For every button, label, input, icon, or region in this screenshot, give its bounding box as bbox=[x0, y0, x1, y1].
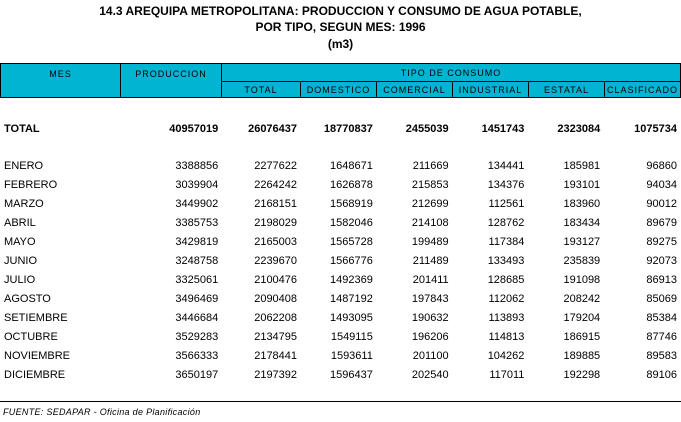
cell-total: 2277622 bbox=[254, 159, 298, 172]
table-row bbox=[0, 232, 681, 251]
month-label: MARZO bbox=[4, 197, 44, 210]
header-industrial: INDUSTRIAL bbox=[458, 85, 523, 95]
month-label: JUNIO bbox=[4, 254, 37, 267]
cell-domestico: 1549115 bbox=[330, 330, 373, 343]
cell-clasificado: 85384 bbox=[646, 311, 677, 324]
cell-domestico: 1626878 bbox=[330, 178, 373, 191]
cell-industrial: 117011 bbox=[489, 368, 525, 381]
cell-domestico: 1582046 bbox=[330, 216, 373, 229]
table-subtitle: POR TIPO, SEGUN MES: 1996 bbox=[255, 20, 426, 34]
table-row bbox=[0, 289, 681, 308]
table-units: (m3) bbox=[327, 37, 354, 51]
cell-industrial: 112561 bbox=[488, 197, 525, 210]
cell-produccion: 3039904 bbox=[175, 178, 219, 191]
total-estatal: 2323084 bbox=[557, 123, 601, 135]
cell-estatal: 193127 bbox=[563, 235, 601, 248]
cell-industrial: 112062 bbox=[488, 292, 525, 305]
cell-produccion: 3529283 bbox=[175, 330, 219, 343]
table-row bbox=[0, 270, 681, 289]
cell-comercial: 201100 bbox=[412, 349, 449, 362]
table-title: 14.3 AREQUIPA METROPOLITANA: PRODUCCION Y CONSUMO DE AGUA POTABLE, bbox=[99, 4, 582, 18]
cell-industrial: 113893 bbox=[488, 311, 525, 324]
cell-industrial: 104262 bbox=[487, 349, 525, 362]
cell-total: 2264242 bbox=[254, 178, 298, 191]
header-tipo-consumo: TIPO DE CONSUMO bbox=[400, 68, 502, 78]
month-label: ENERO bbox=[4, 159, 44, 172]
total-industrial: 1451743 bbox=[481, 123, 525, 135]
table-row bbox=[0, 213, 681, 232]
total-row bbox=[0, 118, 681, 140]
cell-domestico: 1487192 bbox=[330, 292, 373, 305]
table-row bbox=[0, 251, 681, 270]
cell-comercial: 201411 bbox=[412, 273, 449, 286]
month-label: MAYO bbox=[4, 235, 36, 248]
cell-estatal: 183434 bbox=[563, 216, 601, 229]
cell-total: 2198029 bbox=[254, 216, 298, 229]
month-label: FEBRERO bbox=[4, 178, 58, 191]
spacer-row bbox=[0, 140, 681, 156]
cell-domestico: 1593611 bbox=[330, 349, 373, 362]
month-label: OCTUBRE bbox=[4, 330, 58, 343]
month-label: SETIEMBRE bbox=[4, 311, 68, 324]
cell-estatal: 189885 bbox=[563, 349, 601, 362]
cell-comercial: 211669 bbox=[412, 159, 449, 172]
header-estatal: ESTATAL bbox=[543, 85, 589, 95]
cell-total: 2197392 bbox=[254, 368, 298, 381]
total-total: 26076437 bbox=[248, 123, 298, 135]
header-domestico: DOMESTICO bbox=[306, 85, 371, 95]
source-footnote: FUENTE: SEDAPAR - Oficina de Planificación bbox=[3, 407, 201, 417]
cell-domestico: 1568919 bbox=[330, 197, 373, 210]
cell-industrial: 133493 bbox=[487, 254, 525, 267]
cell-estatal: 192298 bbox=[563, 368, 601, 381]
cell-domestico: 1596437 bbox=[330, 368, 373, 381]
total-domestico: 18770837 bbox=[323, 123, 373, 135]
table-row bbox=[0, 346, 681, 365]
cell-comercial: 212699 bbox=[411, 197, 449, 210]
cell-total: 2062208 bbox=[254, 311, 298, 324]
cell-domestico: 1492369 bbox=[330, 273, 373, 286]
header-produccion: PRODUCCION bbox=[135, 69, 207, 79]
cell-industrial: 117384 bbox=[488, 235, 525, 248]
cell-domestico: 1566776 bbox=[330, 254, 373, 267]
cell-industrial: 128685 bbox=[487, 273, 525, 286]
cell-clasificado: 89583 bbox=[646, 349, 677, 362]
month-label: DICIEMBRE bbox=[4, 368, 66, 381]
cell-industrial: 134441 bbox=[487, 159, 525, 172]
header-mes: MES bbox=[49, 69, 72, 79]
cell-total: 2168151 bbox=[254, 197, 298, 210]
cell-estatal: 185981 bbox=[563, 159, 601, 172]
cell-produccion: 3496469 bbox=[175, 292, 219, 305]
month-label: ABRIL bbox=[4, 216, 36, 229]
cell-clasificado: 90012 bbox=[646, 197, 677, 210]
cell-total: 2134795 bbox=[254, 330, 298, 343]
cell-estatal: 193101 bbox=[563, 178, 601, 191]
cell-comercial: 202540 bbox=[411, 368, 449, 381]
cell-industrial: 114813 bbox=[488, 330, 525, 343]
cell-estatal: 235839 bbox=[563, 254, 601, 267]
cell-domestico: 1493095 bbox=[330, 311, 373, 324]
table-row bbox=[0, 194, 681, 213]
month-label: JULIO bbox=[4, 273, 36, 286]
total-clasificado: 1075734 bbox=[634, 123, 677, 135]
cell-produccion: 3325061 bbox=[175, 273, 219, 286]
cell-total: 2178441 bbox=[254, 349, 298, 362]
cell-comercial: 211489 bbox=[412, 254, 449, 267]
cell-produccion: 3449902 bbox=[175, 197, 219, 210]
cell-total: 2100476 bbox=[254, 273, 298, 286]
header-total: TOTAL bbox=[244, 85, 278, 95]
total-label: TOTAL bbox=[4, 123, 40, 135]
month-label: AGOSTO bbox=[4, 292, 51, 305]
cell-industrial: 128762 bbox=[487, 216, 525, 229]
cell-clasificado: 87746 bbox=[646, 330, 677, 343]
cell-comercial: 197843 bbox=[411, 292, 449, 305]
bottom-rule bbox=[0, 401, 681, 402]
cell-clasificado: 92073 bbox=[646, 254, 677, 267]
cell-produccion: 3566333 bbox=[175, 349, 219, 362]
table-row bbox=[0, 175, 681, 194]
cell-estatal: 179204 bbox=[563, 311, 601, 324]
cell-produccion: 3650197 bbox=[175, 368, 219, 381]
cell-comercial: 190632 bbox=[411, 311, 449, 324]
cell-clasificado: 85069 bbox=[646, 292, 677, 305]
cell-clasificado: 89679 bbox=[646, 216, 677, 229]
cell-produccion: 3446684 bbox=[175, 311, 219, 324]
cell-clasificado: 89275 bbox=[646, 235, 677, 248]
cell-estatal: 186915 bbox=[563, 330, 601, 343]
cell-comercial: 215853 bbox=[411, 178, 449, 191]
cell-clasificado: 86913 bbox=[646, 273, 677, 286]
total-comercial: 2455039 bbox=[405, 123, 449, 135]
table-row bbox=[0, 156, 681, 175]
cell-comercial: 199489 bbox=[411, 235, 449, 248]
header-comercial: COMERCIAL bbox=[383, 85, 446, 95]
cell-comercial: 214108 bbox=[411, 216, 449, 229]
cell-total: 2090408 bbox=[254, 292, 298, 305]
header-clasificado: CLASIFICADO bbox=[606, 85, 678, 95]
cell-produccion: 3248758 bbox=[175, 254, 219, 267]
cell-estatal: 208242 bbox=[563, 292, 601, 305]
cell-domestico: 1648671 bbox=[330, 159, 373, 172]
cell-clasificado: 96860 bbox=[646, 159, 677, 172]
table-row bbox=[0, 327, 681, 346]
total-produccion: 40957019 bbox=[169, 123, 219, 135]
cell-estatal: 183960 bbox=[563, 197, 601, 210]
cell-domestico: 1565728 bbox=[330, 235, 373, 248]
cell-industrial: 134376 bbox=[487, 178, 525, 191]
cell-produccion: 3429819 bbox=[175, 235, 219, 248]
table-body bbox=[0, 118, 681, 384]
cell-total: 2165003 bbox=[254, 235, 298, 248]
table-row bbox=[0, 365, 681, 384]
cell-clasificado: 94034 bbox=[646, 178, 677, 191]
cell-clasificado: 89106 bbox=[646, 368, 677, 381]
cell-comercial: 196206 bbox=[411, 330, 449, 343]
cell-produccion: 3388856 bbox=[175, 159, 219, 172]
data-table bbox=[0, 118, 681, 384]
cell-total: 2239670 bbox=[254, 254, 298, 267]
cell-produccion: 3385753 bbox=[175, 216, 219, 229]
month-label: NOVIEMBRE bbox=[4, 349, 71, 362]
cell-estatal: 191098 bbox=[563, 273, 601, 286]
table-row bbox=[0, 308, 681, 327]
